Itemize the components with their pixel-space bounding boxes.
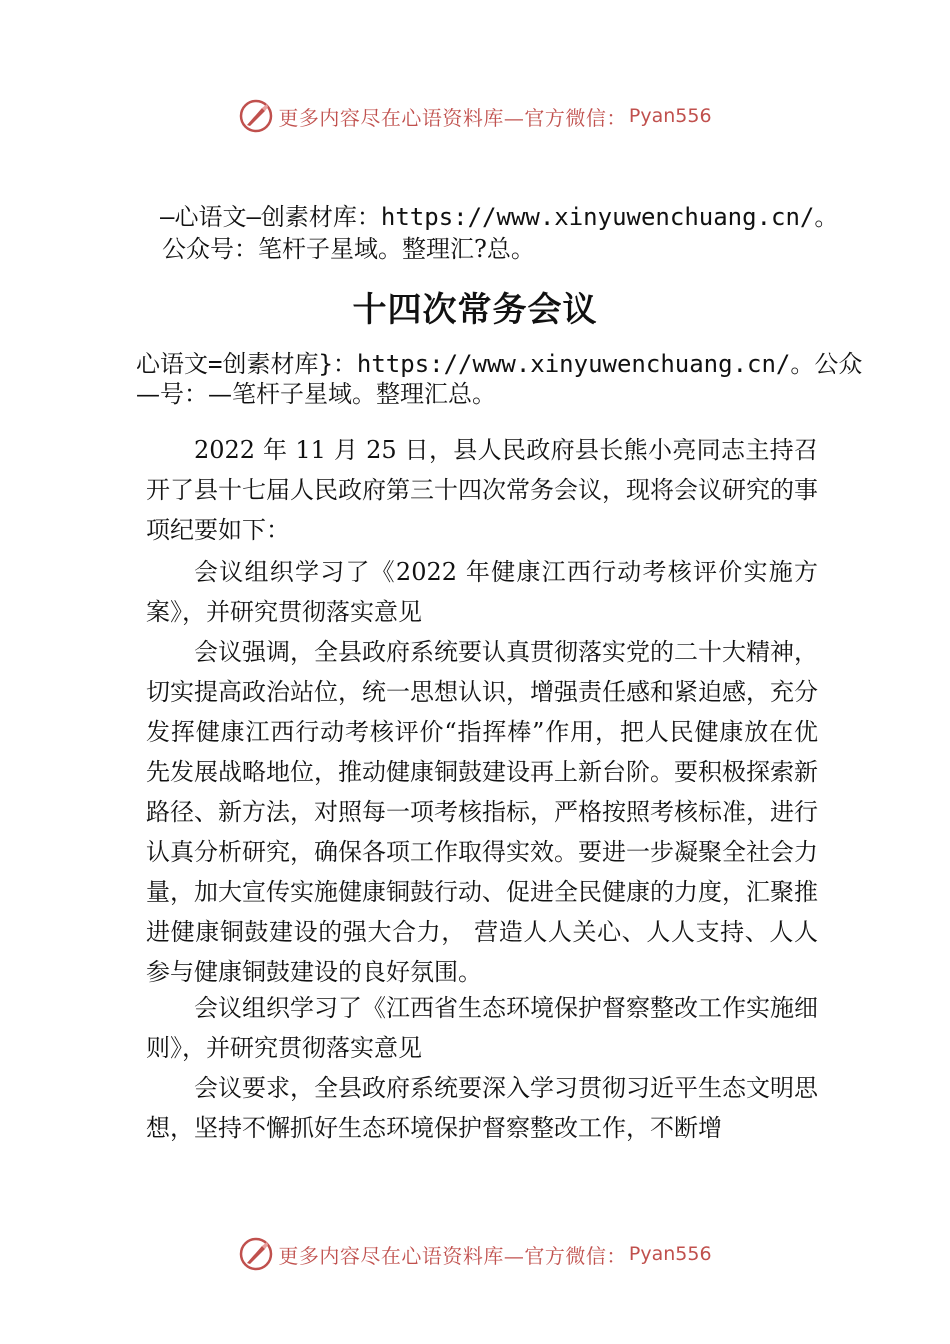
paragraph-4: 会议组织学习了《江西省生态环境保护督察整改工作实施细则》，并研究贯彻落实意见 (146, 994, 818, 1062)
quill-logo-icon (238, 98, 274, 134)
header-line-1: —心语文—创素材库：https://www.xinyuwenchuang.cn/。 (160, 203, 839, 231)
paragraph-3: 会议强调，全县政府系统要认真贯彻落实党的二十大精神，切实提高政治站位，统一思想认识，增强责任感和紧迫感，充分发挥健康江西行动考核评价“指挥棒”作用，把人民健康放在优先发展战略地位，推动健康铜鼓建设再上新台阶。要积极探索新路径、新方法，对照每一项考核指标，严格按照考核标准，进行认真分析研究，确保各项工作取得实效。要进一步凝聚全社会力量，加大宣传实施健康铜鼓行动、促进全民健康的力度，汇聚推进健康铜鼓建设的强大合力， 营造人人关心、人人支持、人人参与健康铜鼓建设的良好氛围。 (146, 638, 818, 986)
quill-logo-icon (238, 1236, 274, 1272)
subheader-line-2: —号：—笔杆子星域。整理汇总。 (136, 380, 496, 408)
banner-wechat-id: Pyan556 (628, 105, 712, 127)
paragraph-5: 会议要求，全县政府系统要深入学习贯彻习近平生态文明思想，坚持不懈抓好生态环境保护督察整改工作，不断增 (146, 1074, 818, 1142)
bottom-banner (0, 1234, 950, 1274)
top-banner (0, 96, 950, 136)
subheader-line-1: 心语文=创素材库}：https://www.xinyuwenchuang.cn/。公众 (136, 350, 863, 378)
paragraph-1: 2022 年 11 月 25 日，县人民政府县长熊小亮同志主持召开了县十七届人民政府第三十四次常务会议，现将会议研究的事项纪要如下： (146, 436, 818, 544)
banner-text: 更多内容尽在心语资料库—官方微信： (278, 105, 627, 130)
page-title: 十四次常务会议 (352, 290, 598, 330)
header-line-2: 公众号：笔杆子星域。整理汇?总。 (162, 235, 535, 263)
banner-wechat-id: Pyan556 (628, 1243, 712, 1265)
paragraph-2: 会议组织学习了《2022 年健康江西行动考核评价实施方案》，并研究贯彻落实意见 (146, 558, 818, 626)
banner-text: 更多内容尽在心语资料库—官方微信： (278, 1243, 627, 1268)
